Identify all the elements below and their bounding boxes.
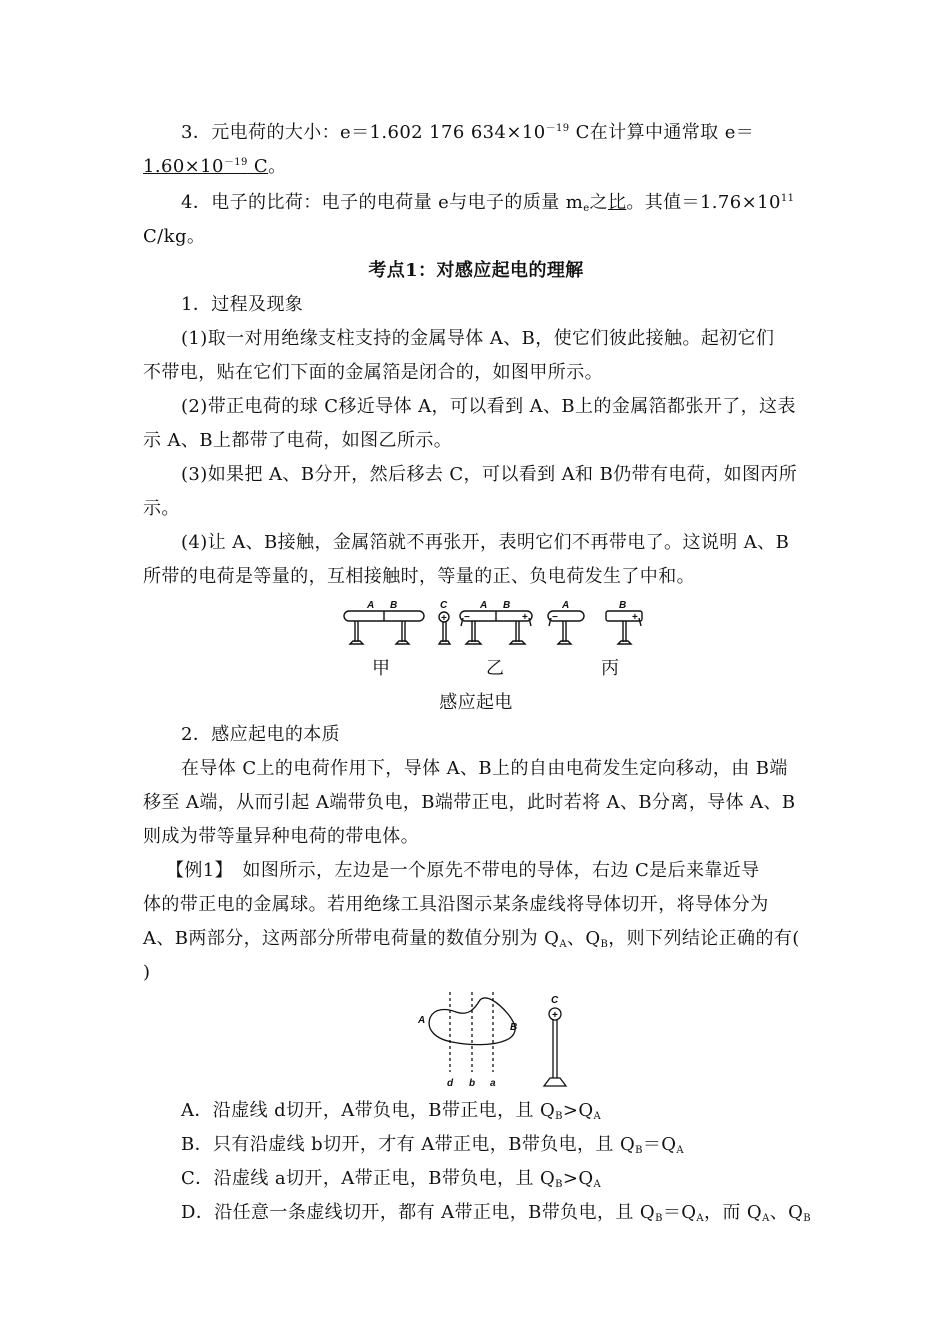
example-line2: 体的带正电的金属球。若用绝缘工具沿图示某条虚线将导体切开，将导体分为 xyxy=(143,894,769,915)
p2-line2: 示 A、B上都带了电荷，如图乙所示。 xyxy=(143,430,453,451)
fig1-label-a: A xyxy=(367,600,375,611)
p5-line2: 移至 A端，从而引起 A端带负电，B端带正电，此时若将 A、B分离，导体 A、B xyxy=(143,792,796,813)
fig1-plus-3: + xyxy=(632,612,638,623)
fig1-minus-3: − xyxy=(552,612,558,623)
p1-line1: (1)取一对用绝缘支柱支持的金属导体 A、B，使它们彼此接触。起初它们 xyxy=(181,328,775,349)
option-a: A．沿虚线 d切开，A带负电，B带正电，且 $Q_B>Q_A$ xyxy=(181,1100,602,1122)
fig1-caption-bing: 丙 xyxy=(601,658,619,679)
sec1-title: 1．过程及现象 xyxy=(181,294,304,315)
p3-line1: (3)如果把 A、B分开，然后移去 C，可以看到 A和 B仍带有电荷，如图丙所 xyxy=(181,464,798,485)
sec2-title: 2．感应起电的本质 xyxy=(181,724,341,745)
p4-line1: (4)让 A、B接触，金属箔就不再张开，表明它们不再带电了。这说明 A、B xyxy=(181,532,790,553)
fig2-label-b: B xyxy=(510,1022,518,1033)
underlined-value: $1.60\times 10^{-19}$ C xyxy=(143,156,269,177)
fig1-label-b2: B xyxy=(503,600,511,611)
section-heading: 考点1：对感应起电的理解 xyxy=(368,260,584,281)
fig1-plus-2: + xyxy=(522,612,528,623)
p1-line2: 不带电，贴在它们下面的金属箔是闭合的，如图甲所示。 xyxy=(143,362,603,383)
example-line4: ) xyxy=(143,962,151,983)
fig2-label-d: d xyxy=(447,1078,454,1089)
item3-line2: $1.60\times 10^{-19}$ C。 xyxy=(143,156,287,177)
option-b: B．只有沿虚线 b切开，才有 A带正电，B带负电，且 $Q_B=Q_A$ xyxy=(181,1134,685,1156)
p5-line3: 则成为带等量异种电荷的带电体。 xyxy=(143,826,419,847)
item3-line1: 3．元电荷的大小：e＝1.602 176 $634\times 10^{-19}$ C在计算中通常取 e＝ xyxy=(181,122,755,143)
fig2-plus: + xyxy=(552,1010,558,1021)
fig2-label-a-line: a xyxy=(490,1078,496,1089)
p2-line1: (2)带正电荷的球 C移近导体 A，可以看到 A、B上的金属箔都张开了，这表 xyxy=(181,396,796,417)
option-d: D．沿任意一条虚线切开，都有 A带正电，B带负电，且 $Q_B=Q_A$，而 $Q_A$、$Q_B$ xyxy=(181,1202,812,1224)
example-line1: 【例1】 如图所示，左边是一个原先不带电的导体，右边 C是后来靠近导 xyxy=(166,860,760,881)
induction-figure xyxy=(340,598,650,650)
fig1-label-a2: A xyxy=(480,600,488,611)
fig1-caption: 感应起电 xyxy=(439,692,513,713)
fig1-caption-jia: 甲 xyxy=(372,658,390,679)
fig1-label-a3: A xyxy=(562,600,570,611)
fig1-label-b: B xyxy=(390,600,398,611)
option-c: C．沿虚线 a切开，A带正电，B带负电，且 $Q_B>Q_A$ xyxy=(181,1168,602,1190)
fig1-label-b3: B xyxy=(619,600,627,611)
fig1-minus-2: − xyxy=(464,612,470,623)
fig1-plus-c: + xyxy=(441,613,447,624)
fig2-label-b-line: b xyxy=(469,1078,476,1089)
fig1-label-c: C xyxy=(440,600,448,611)
cut-conductor-figure xyxy=(412,990,582,1090)
p4-line2: 所带的电荷是等量的，互相接触时，等量的正、负电荷发生了中和。 xyxy=(143,566,695,587)
p3-line2: 示。 xyxy=(143,498,180,519)
fig2-label-a: A xyxy=(418,1015,426,1026)
item4-line1: 4．电子的比荷：电子的电荷量 e与电子的质量 $m_e$之比。其值$=1.76\times 10^{11}$ xyxy=(181,192,795,214)
fig1-caption-yi: 乙 xyxy=(486,658,504,679)
item4-line2: C/kg。 xyxy=(143,226,206,247)
example-line3: A、B两部分，这两部分所带电荷量的数值分别为 $Q_A$、$Q_B$，则下列结论正确的有( xyxy=(143,928,800,950)
fig2-label-c: C xyxy=(551,995,559,1006)
p5-line1: 在导体 C上的电荷作用下，导体 A、B上的自由电荷发生定向移动，由 B端 xyxy=(181,758,788,779)
